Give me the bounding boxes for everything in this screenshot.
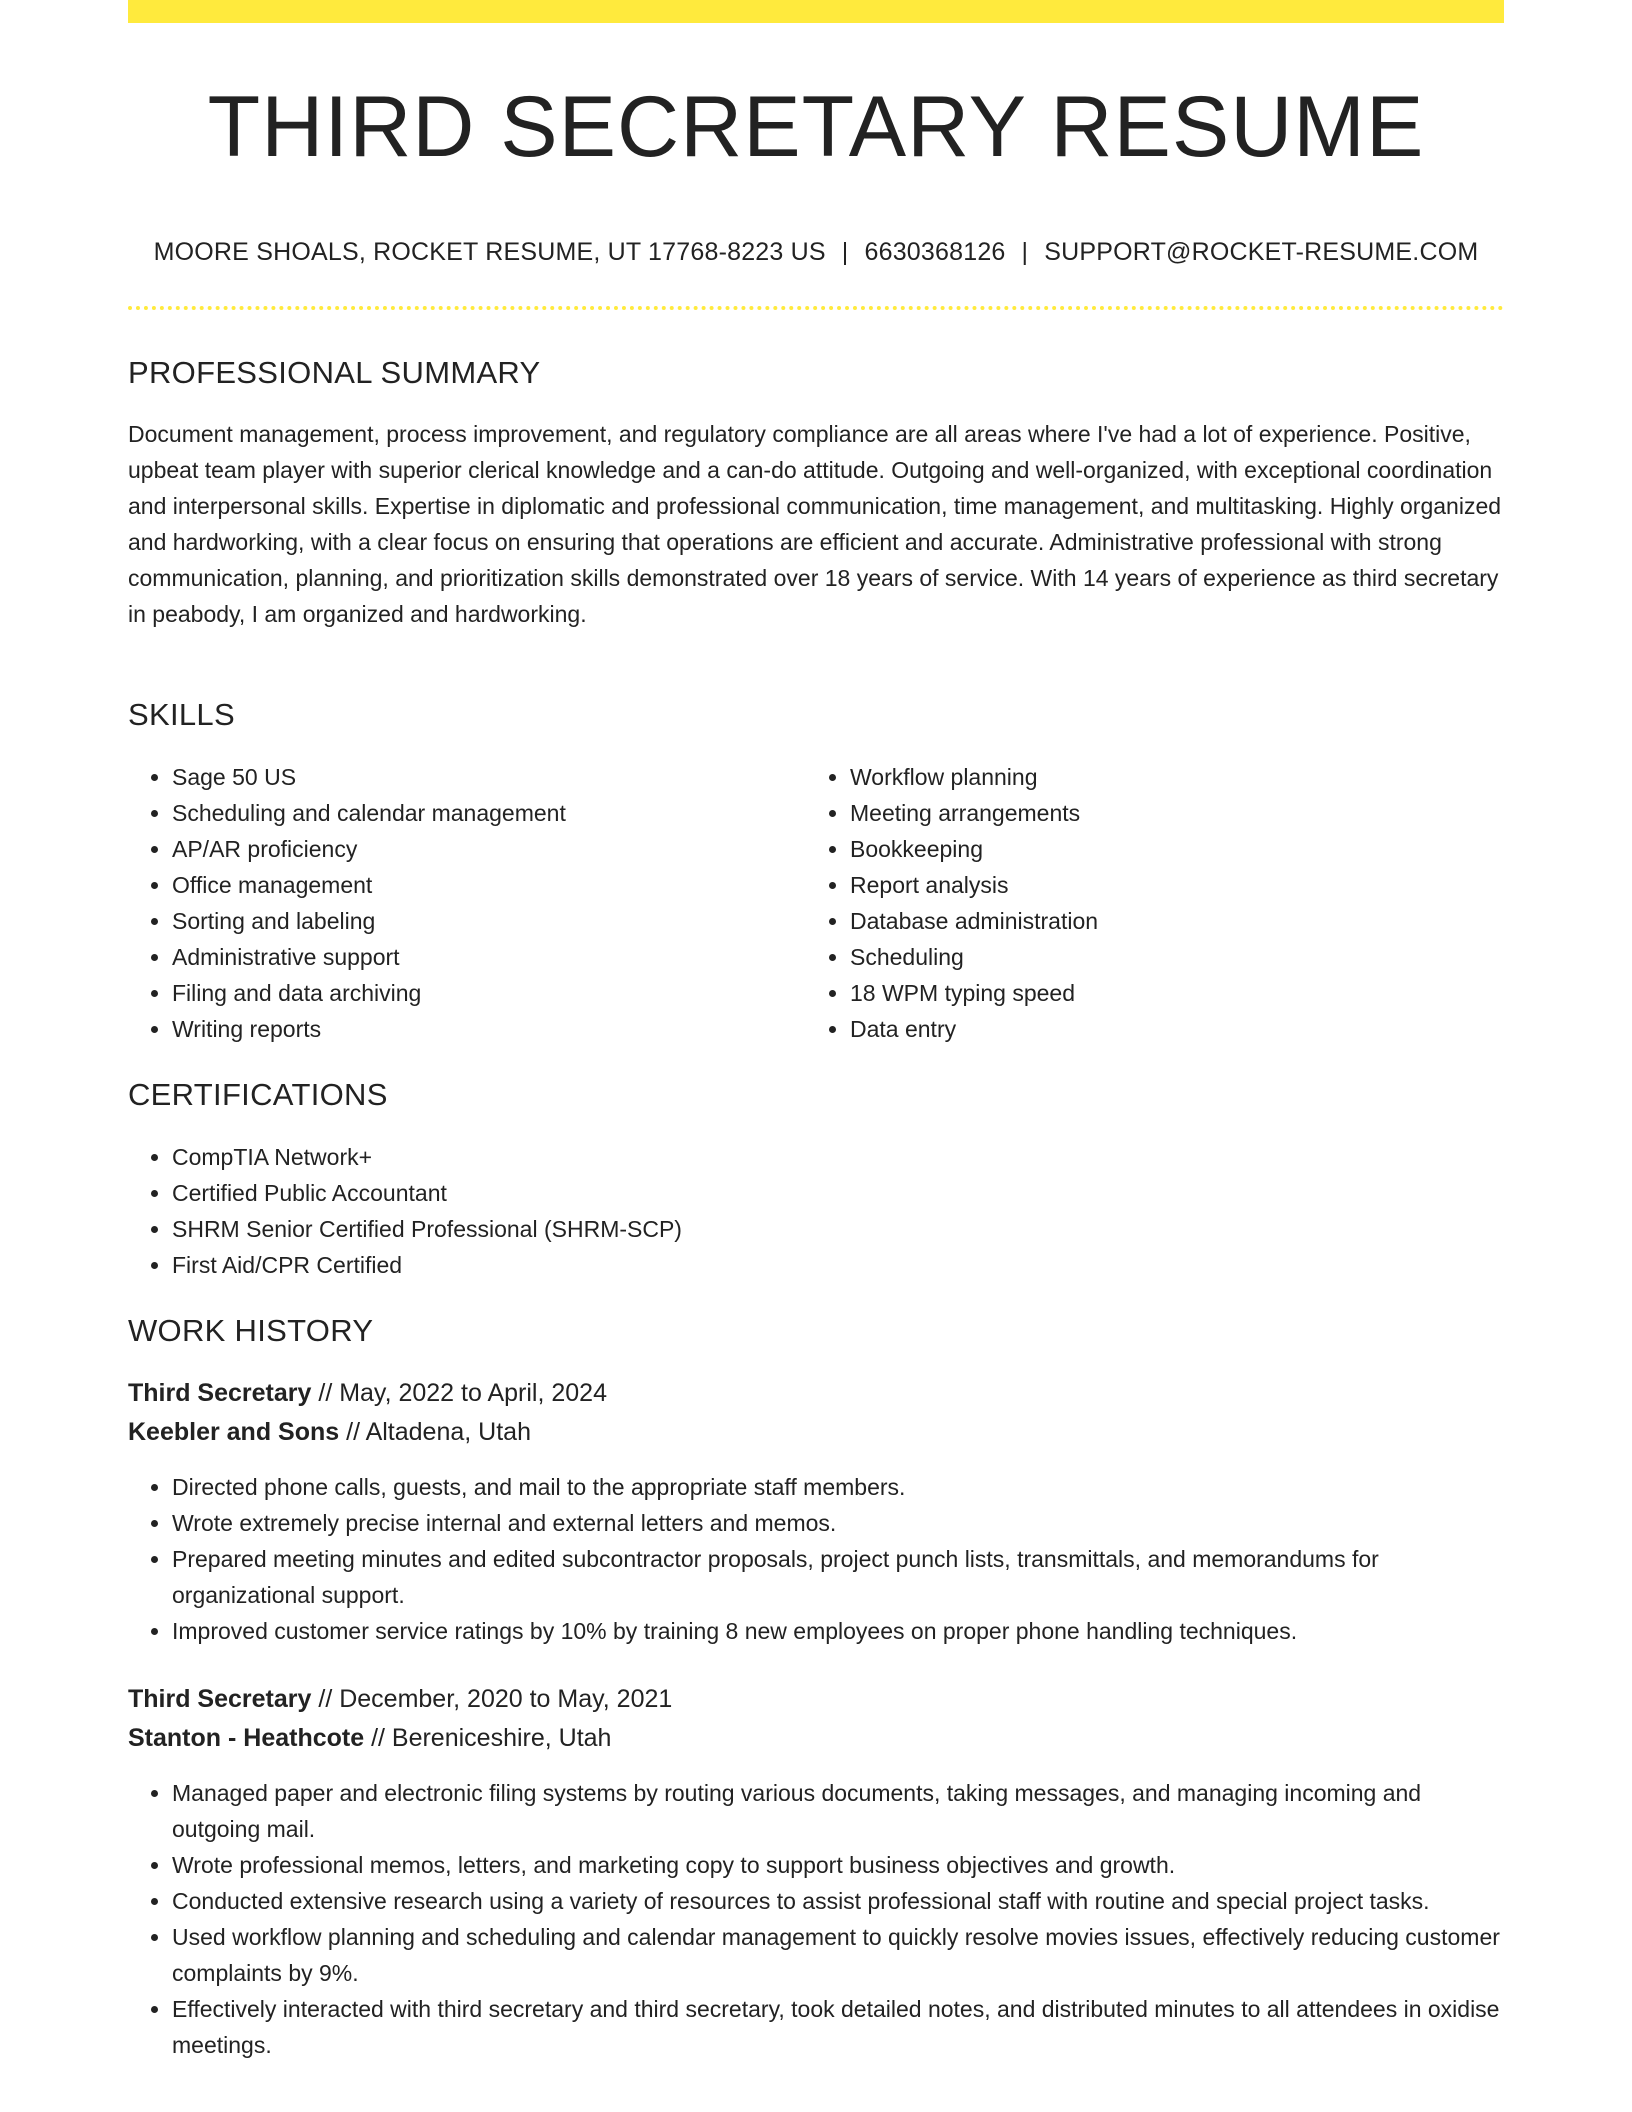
contact-line [128,238,1504,267]
skill-item: • AP/AR proficiency [172,831,792,867]
skill-item: • Workflow planning [850,759,1490,795]
contact-email: SUPPORT@ROCKET-RESUME.COM [1044,238,1479,266]
skill-item: • Report analysis [850,867,1490,903]
skill-item: • Office management [172,867,792,903]
skill-item: • Writing reports [172,1011,792,1047]
certification-item: • SHRM Senior Certified Professional (SHRM-SCP) [172,1211,1472,1247]
skill-item: • Filing and data archiving [172,975,792,1011]
certification-item: • CompTIA Network+ [172,1139,1472,1175]
job-title: Third Secretary [128,1685,312,1713]
job-location: // Altadena, Utah [339,1418,531,1446]
job-dates: // December, 2020 to May, 2021 [311,1685,673,1713]
skill-item: • Database administration [850,903,1490,939]
job-company-line [128,1418,531,1447]
job-bullet: • Used workflow planning and scheduling and calendar management to quickly resolve movies issues, effectively reducing customer complaints by 9%. [172,1919,1504,1991]
job-location: // Bereniceshire, Utah [364,1724,612,1752]
skills-heading: SKILLS [128,697,235,732]
skill-item: • Administrative support [172,939,792,975]
skill-item: • Sorting and labeling [172,903,792,939]
job-company-line [128,1724,611,1753]
job-bullet: • Wrote professional memos, letters, and marketing copy to support business objectives and growth. [172,1847,1504,1883]
skill-item: • Sage 50 US [172,759,792,795]
job-dates: // May, 2022 to April, 2024 [311,1379,607,1407]
job-bullet: • Prepared meeting minutes and edited subcontractor proposals, project punch lists, transmittals, and memorandums for organizational support. [172,1541,1504,1613]
job-bullet: • Wrote extremely precise internal and external letters and memos. [172,1505,1504,1541]
certification-item: • First Aid/CPR Certified [172,1247,1472,1283]
job-bullet: • Conducted extensive research using a variety of resources to assist professional staff with routine and special project tasks. [172,1883,1504,1919]
job-bullet: • Managed paper and electronic filing systems by routing various documents, taking messages, and managing incoming and outgoing mail. [172,1775,1504,1847]
summary-heading: PROFESSIONAL SUMMARY [128,355,541,390]
top-accent-bar [128,0,1504,23]
job-title-line [128,1685,672,1714]
skills-list-left [128,759,792,1047]
contact-separator: | [841,238,849,266]
skill-item: • Meeting arrangements [850,795,1490,831]
job-title: Third Secretary [128,1379,312,1407]
skills-list-right [806,759,1490,1047]
work-history-heading: WORK HISTORY [128,1313,374,1348]
contact-phone: 6630368126 [864,238,1006,266]
skill-item: • Scheduling [850,939,1490,975]
job-company: Stanton - Heathcote [128,1724,365,1752]
skill-item: • Bookkeeping [850,831,1490,867]
job-bullets [128,1469,1504,1649]
certifications-list [128,1139,1472,1283]
skill-item: • Data entry [850,1011,1490,1047]
certifications-heading: CERTIFICATIONS [128,1077,388,1112]
job-bullets [128,1775,1504,2063]
contact-address: MOORE SHOALS, ROCKET RESUME, UT 17768-8223 US [153,238,826,266]
job-company: Keebler and Sons [128,1418,340,1446]
certification-item: • Certified Public Accountant [172,1175,1472,1211]
job-title-line [128,1379,607,1408]
contact-separator: | [1021,238,1029,266]
job-bullet: • Directed phone calls, guests, and mail to the appropriate staff members. [172,1469,1504,1505]
job-bullet: • Effectively interacted with third secretary and third secretary, took detailed notes, and distributed minutes to all attendees in oxidise meetings. [172,1991,1504,2063]
resume-title: THIRD SECRETARY RESUME [207,79,1425,175]
summary-text: Document management, process improvement, and regulatory compliance are all areas where I've had a lot of experience. Positive, upbeat team player with superior clerical knowledge and a can-do attitude. Outgoing and well-organized, with exceptional coordination and interpersonal skills. Expertise in diplomatic and professional communication, time management, and multitasking. Highly organized and hardworking, with a clear focus on ensuring that operations are efficient and accurate. Administrative professional with strong communication, planning, and prioritization skills demonstrated over 18 years of service. With 14 years of experience as third secretary in peabody, I am organized and hardworking. [128,421,1502,627]
skill-item: • Scheduling and calendar management [172,795,792,831]
dotted-divider [128,306,1504,310]
skill-item: • 18 WPM typing speed [850,975,1490,1011]
job-bullet: • Improved customer service ratings by 10% by training 8 new employees on proper phone handling techniques. [172,1613,1504,1649]
